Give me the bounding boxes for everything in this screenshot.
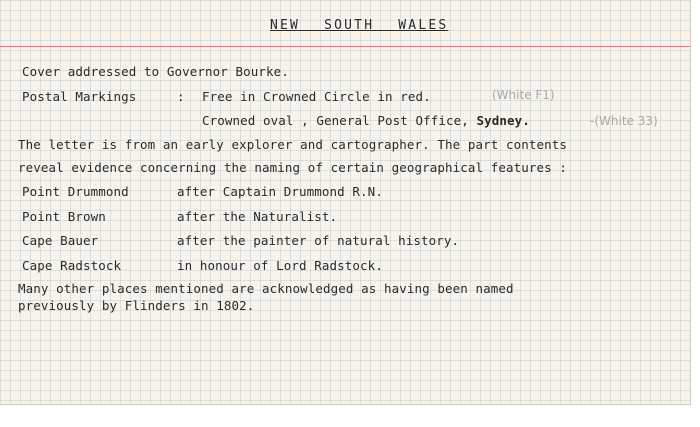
paragraph-1-line-1: The letter is from an early explorer and cartographer. The part contents (18, 137, 568, 152)
place-reason: after the Naturalist. (177, 209, 338, 224)
place-reason: after Captain Drummond R.N. (177, 184, 383, 199)
postal-markings-label: Postal Markings (22, 89, 137, 104)
place-reason: in honour of Lord Radstock. (177, 258, 383, 273)
postal-marking-2-sydney: Sydney. (476, 113, 530, 128)
postal-marking-1: Free in Crowned Circle in red. (202, 89, 431, 104)
postal-markings-colon: : (177, 89, 185, 104)
header-rule (0, 46, 690, 47)
cover-line: Cover addressed to Governor Bourke. (22, 64, 289, 79)
place-name: Point Brown (22, 209, 106, 224)
place-name: Cape Bauer (22, 233, 99, 248)
place-name: Point Drummond (22, 184, 129, 199)
pencil-note-white-33: -(White 33) (590, 114, 658, 128)
postal-marking-2-text: Crowned oval , General Post Office, (202, 113, 469, 128)
postal-marking-2 (202, 113, 530, 128)
paragraph-2-line-2: previously by Flinders in 1802. (18, 298, 255, 313)
place-reason: after the painter of natural history. (177, 233, 460, 248)
card-heading: NEW SOUTH WALES (270, 18, 449, 33)
paragraph-2-line-1: Many other places mentioned are acknowledged as having been named (18, 281, 514, 296)
pencil-note-white-f1: (White F1) (492, 88, 555, 102)
place-name: Cape Radstock (22, 258, 122, 273)
paragraph-1-line-2: reveal evidence concerning the naming of certain geographical features : (18, 160, 568, 175)
